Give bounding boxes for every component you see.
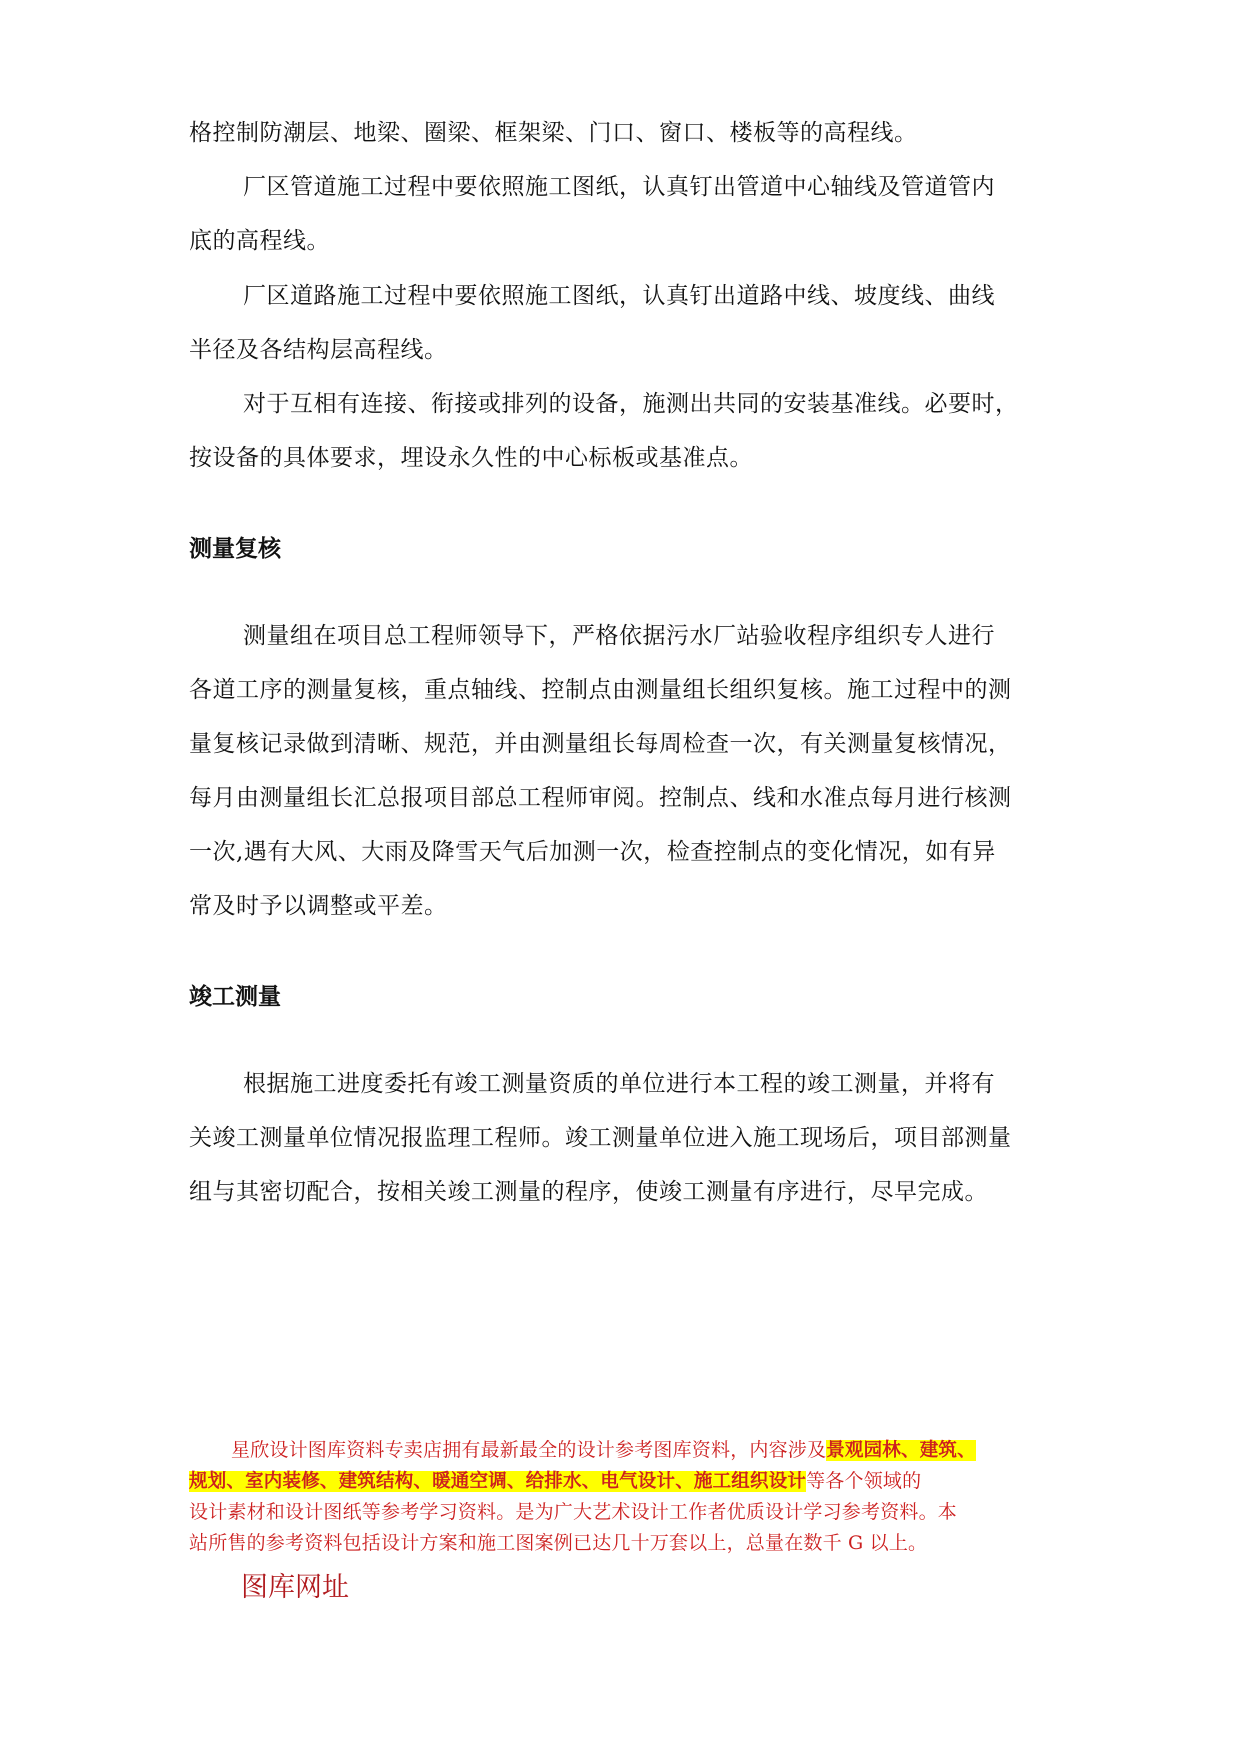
paragraph-line: 对于互相有连接、衔接或排列的设备，施测出共同的安装基准线。必要时， <box>243 391 1019 417</box>
paragraph-line: 每月由测量组长汇总报项目部总工程师审阅。控制点、线和水准点每月进行核测 <box>189 785 1012 811</box>
paragraph-line: 根据施工进度委托有竣工测量资质的单位进行本工程的竣工测量，并将有 <box>243 1071 995 1097</box>
section-heading-review: 测量复核 <box>189 536 281 562</box>
paragraph-line: 一次,遇有大风、大雨及降雪天气后加测一次，检查控制点的变化情况，如有异 <box>189 839 996 865</box>
advert-line: 设计素材和设计图纸等参考学习资料。是为广大艺术设计工作者优质设计学习参考资料。本 <box>189 1501 958 1523</box>
advert-text: 星欣设计图库资料专卖店拥有最新最全的设计参考图库资料，内容涉及 <box>231 1439 827 1461</box>
advert-line <box>231 1437 976 1464</box>
paragraph-line: 常及时予以调整或平差。 <box>189 893 448 919</box>
advert-line: 站所售的参考资料包括设计方案和施工图案例已达几十万套以上，总量在数千 G 以上。 <box>189 1532 928 1554</box>
paragraph-line: 底的高程线。 <box>189 228 330 254</box>
paragraph-line: 半径及各结构层高程线。 <box>189 337 448 363</box>
section-heading-completion: 竣工测量 <box>189 984 281 1010</box>
paragraph-line: 测量组在项目总工程师领导下，严格依据污水厂站验收程序组织专人进行 <box>243 623 995 649</box>
advert-text: 等各个领域的 <box>806 1470 922 1492</box>
paragraph-line: 组与其密切配合，按相关竣工测量的程序，使竣工测量有序进行，尽早完成。 <box>189 1179 988 1205</box>
paragraph-line: 厂区管道施工过程中要依照施工图纸，认真钉出管道中心轴线及管道管内 <box>243 174 995 200</box>
advert-highlight: 景观园林、建筑、 <box>826 1440 976 1461</box>
paragraph-line: 关竣工测量单位情况报监理工程师。竣工测量单位进入施工现场后，项目部测量 <box>189 1125 1012 1151</box>
paragraph-line: 格控制防潮层、地梁、圈梁、框架梁、门口、窗口、楼板等的高程线。 <box>189 120 918 146</box>
advert-line <box>189 1468 921 1495</box>
paragraph-line: 各道工序的测量复核，重点轴线、控制点由测量组长组织复核。施工过程中的测 <box>189 677 1012 703</box>
paragraph-line: 厂区道路施工过程中要依照施工图纸，认真钉出道路中线、坡度线、曲线 <box>243 283 995 309</box>
gallery-url-link[interactable]: 图库网址 <box>241 1572 349 1603</box>
paragraph-line: 量复核记录做到清晰、规范，并由测量组长每周检查一次，有关测量复核情况， <box>189 731 1012 757</box>
advert-highlight: 规划、室内装修、建筑结构、暖通空调、给排水、电气设计、施工组织设计 <box>189 1471 807 1492</box>
paragraph-line: 按设备的具体要求，埋设永久性的中心标板或基准点。 <box>189 445 753 471</box>
